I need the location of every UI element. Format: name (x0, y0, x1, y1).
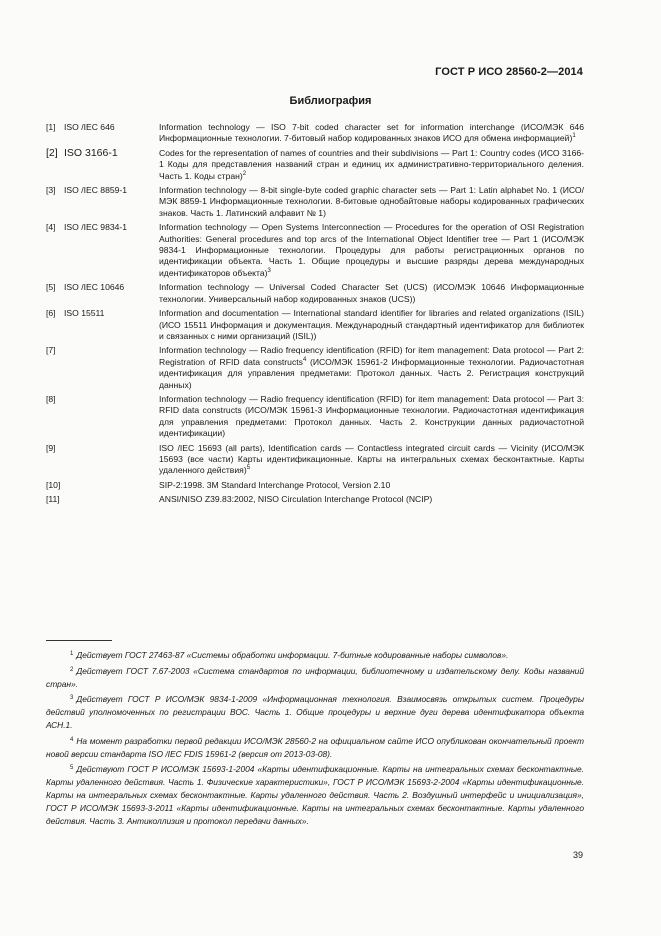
footnote (46, 762, 584, 827)
reference-text: Information technology — Radio frequency identification (RFID) for item management: Data protocol — Part 2: Registration of RFID data constructs (159, 345, 584, 367)
reference-number: [8] (46, 393, 56, 404)
reference-item (46, 443, 584, 477)
footnote (46, 648, 584, 662)
footnote (46, 692, 584, 731)
reference-number: [3] (46, 185, 56, 196)
footnote-marker: 3 (267, 267, 271, 274)
reference-item (46, 185, 584, 219)
reference-number: [2] (46, 146, 58, 159)
reference-item (46, 480, 584, 491)
reference-text: Information and documentation — International standard identifier for libraries and related organizations (ISIL) (ИСО 15511 Информация и документация. Международный стандартный идентификатор для библиотек и связанных с ними организаций (ISIL)) (159, 308, 584, 341)
reference-number: [11] (46, 494, 60, 505)
footnote-divider (46, 640, 112, 641)
reference-code: ISO /IEC 8859-1 (64, 185, 128, 196)
reference-text: SIP-2:1998. 3M Standard Interchange Protocol, Version 2.10 (159, 479, 391, 490)
footnote-text: Действует ГОСТ Р ИСО/МЭК 9834-1-2009 «Информационная технология. Взаимосвязь открытых систем. Процедуры действий уполномоченных по регистрации ВОС. Часть 1. Общие процедуры и верхние дуги дерева идентификатора объекта АСН.1. (46, 694, 584, 730)
reference-code (64, 443, 159, 477)
reference-item (46, 345, 584, 391)
reference-text: Information technology — Universal Coded Character Set (UCS) (ИСО/МЭК 10646 Информационные технологии. Универсальный набор кодированных знаков (UCS)) (159, 282, 584, 304)
reference-code (64, 345, 159, 391)
reference-number: [6] (46, 308, 56, 319)
footnotes (46, 648, 584, 829)
footnote-text: На момент разработки первой редакции ИСО/МЭК 28560-2 на официальном сайте ИСО опубликован окончательный проект новой версии стандарта ISO /IEC FDIS 15961-2 (версия от 2013-03-08). (46, 735, 584, 759)
section-title: Библиография (289, 95, 372, 107)
reference-item (46, 282, 584, 305)
reference-item (46, 148, 584, 182)
footnote-text: Действуют ГОСТ Р ИСО/МЭК 15693-1-2004 «Карты идентификационные. Карты на интегральных схемах бесконтактные. Карты удаленного действия. Часть 1. Физические характеристики», ГОСТ Р ИСО/МЭК 15693-2-2004 «Карты идентификационные. Карты на интегральных схемах бесконтактные. Карты удаленного действия. Часть 2. Воздушный интерфейс и инициализация», ГОСТ Р ИСО/МЭК 15693-3-2011 «Карты идентификационные. Карты на интегральных схемах бесконтактные. Карты удаленного действия. Часть 3. Антиколлизия и протокол передачи данных». (46, 764, 584, 826)
footnote-mark: 5 (70, 765, 74, 772)
reference-number: [5] (46, 282, 56, 293)
reference-code (64, 394, 159, 440)
footnote-marker: 4 (302, 356, 307, 363)
bibliography-list (46, 122, 584, 509)
reference-number: [10] (46, 479, 61, 490)
footnote-mark: 4 (70, 736, 74, 743)
reference-item (46, 494, 584, 505)
footnote-mark: 2 (70, 666, 74, 673)
footnote-text: Действует ГОСТ 7.67-2003 «Система стандартов по информации, библиотечному и издательскому делу. Коды названий стран». (46, 665, 584, 689)
reference-number: [1] (46, 122, 56, 132)
reference-text: Information technology — ISO 7-bit coded character set for information interchange (ИСО/МЭК 646 Информационные технологии. 7-битовый набор кодированных знаков ИСО для обмена информацией) (159, 122, 584, 144)
reference-text: Information technology — 8-bit single-byte coded graphic character sets — Part 1: Latin alphabet No. 1 (ИСО/МЭК 8859-1 Информационные технологии. 8-битовые однобайтовые наборы кодированных графических знаков. Часть 1. Латинский алфавит № 1) (159, 185, 584, 218)
reference-item (46, 308, 584, 342)
footnote-mark: 1 (70, 651, 74, 657)
reference-code: ISO /IEC 646 (64, 122, 115, 132)
reference-code: ISO /IEC 10646 (64, 282, 125, 293)
reference-code (64, 480, 159, 491)
reference-text: ISO /IEC 15693 (all parts), Identification cards — Contactless integrated circuit cards — Vicinity (ИСО/МЭК 15693 (все части) Карты идентификационные. Карты на интегральных схемах бесконтактные. Карты удаленного действия) (159, 442, 584, 476)
reference-number: [4] (46, 222, 56, 233)
reference-item (46, 222, 584, 279)
footnote-mark: 3 (70, 695, 74, 702)
reference-item (46, 122, 584, 145)
reference-text: Information technology — Open Systems Interconnection — Procedures for the operation of OSI Registration Authorities: General procedures and top arcs of the International Object Identifier tree — Part 1 (ИСО/МЭК 9834-1 Информационные технологии. Процедуры для работы регистрационных органов по идентификации объекта. Часть 1. Общие процедуры и высшие разряды дерева международных идентификаторов объекта) (159, 222, 584, 278)
footnote-text: Действует ГОСТ 27463-87 «Системы обработки информации. 7-битные кодированные наборы символов». (76, 650, 509, 660)
reference-text: ANSI/NISO Z39.83:2002, NISO Circulation Interchange Protocol (NCIP) (159, 494, 433, 505)
reference-code: ISO 15511 (64, 308, 105, 319)
reference-code: ISO 3166-1 (64, 146, 118, 159)
footnote-marker: 1 (572, 133, 576, 140)
page-number: 39 (572, 850, 583, 860)
footnote-marker: 2 (242, 170, 247, 177)
reference-code: ISO /IEC 9834-1 (64, 222, 128, 233)
reference-text-continued: (ИСО/МЭК 15961-2 Информационные технологии. Радиочастотная идентификация для управления предметами: Протокол данных. Часть 2. Регистрация конструкций данных) (159, 356, 584, 390)
reference-item (46, 394, 584, 440)
footnote (46, 664, 584, 691)
reference-number: [9] (46, 442, 56, 453)
reference-text: Information technology — Radio frequency identification (RFID) for item management: Data protocol — Part 3: RFID data constructs (ИСО/МЭК 15961-3 Информационные технологии. Радиочастотная идентификация для управления предметами: Протокол данных. Часть 2. Конструкции данных радиочастотной идентификации) (159, 393, 584, 439)
document-header: ГОСТ Р ИСО 28560-2—2014 (435, 66, 583, 78)
reference-number: [7] (46, 345, 56, 356)
reference-code (64, 494, 159, 505)
footnote (46, 734, 584, 761)
footnote-marker: 5 (246, 465, 251, 472)
reference-text: Codes for the representation of names of countries and their subdivisions — Part 1: Country codes (ИСО 3166-1 Коды для представления названий стран и единиц их административно-территориального деления. Часть 1. Коды стран) (159, 147, 584, 181)
